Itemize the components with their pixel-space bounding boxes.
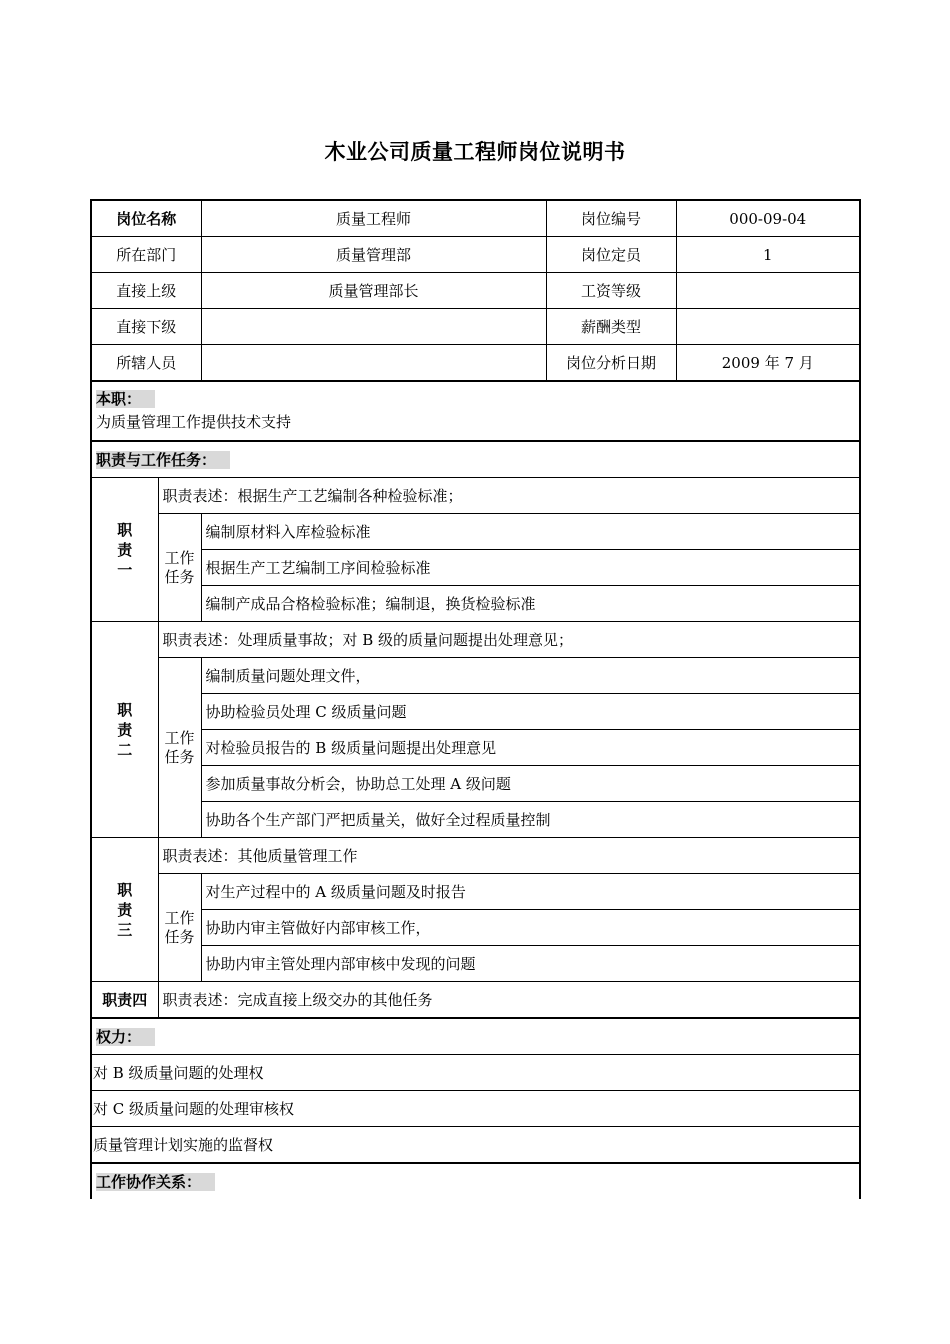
duty1-statement-row [91, 478, 860, 514]
dept-label: 所在部门 [91, 237, 201, 273]
authority-row [91, 1055, 860, 1091]
duty1-task-3: 编制产成品合格检验标准；编制退，换货检验标准 [201, 586, 860, 622]
authority-label: 权力： [96, 1028, 155, 1046]
duty3-task-row [91, 946, 860, 982]
duty2-task-4: 参加质量事故分析会，协助总工处理 A 级问题 [201, 766, 860, 802]
wage-label: 工资等级 [546, 273, 676, 309]
duties-header-label: 职责与工作任务： [96, 451, 230, 469]
quota-value: 1 [676, 237, 860, 273]
duty2-task-label: 工作 任务 [158, 658, 201, 838]
duty2-label: 职 责 二 [91, 622, 158, 838]
cooperation-label: 工作协作关系： [96, 1173, 215, 1191]
authority-row [91, 1127, 860, 1164]
duty2-task-3: 对检验员报告的 B 级质量问题提出处理意见 [201, 730, 860, 766]
row-main-duty [91, 381, 860, 441]
wage-value [676, 273, 860, 309]
duty3-task-2: 协助内审主管做好内部审核工作， [201, 910, 860, 946]
post-name-label: 岗位名称 [91, 200, 201, 237]
duty1-task-row [91, 514, 860, 550]
superior-value: 质量管理部长 [201, 273, 546, 309]
row-subordinate [91, 309, 860, 345]
duty2-task-row [91, 730, 860, 766]
duty3-statement-row [91, 838, 860, 874]
dept-value: 质量管理部 [201, 237, 546, 273]
authority-item-3: 质量管理计划实施的监督权 [91, 1127, 860, 1164]
post-no-label: 岗位编号 [546, 200, 676, 237]
duty1-task-label: 工作 任务 [158, 514, 201, 622]
duty3-label: 职 责 三 [91, 838, 158, 982]
duty2-task-5: 协助各个生产部门严把质量关，做好全过程质量控制 [201, 802, 860, 838]
duty4-label: 职责四 [91, 982, 158, 1019]
pay-type-value [676, 309, 860, 345]
main-duty-cell [91, 381, 860, 441]
subordinate-label: 直接下级 [91, 309, 201, 345]
analysis-date-label: 岗位分析日期 [546, 345, 676, 382]
post-no-value: 000-09-04 [676, 200, 860, 237]
duty2-task-2: 协助检验员处理 C 级质量问题 [201, 694, 860, 730]
post-name-value: 质量工程师 [201, 200, 546, 237]
duty4-row [91, 982, 860, 1019]
pay-type-label: 薪酬类型 [546, 309, 676, 345]
duty1-statement: 职责表述：根据生产工艺编制各种检验标准； [158, 478, 860, 514]
duties-header-cell [91, 441, 860, 478]
staff-value [201, 345, 546, 382]
subordinate-value [201, 309, 546, 345]
row-duties-header [91, 441, 860, 478]
duty1-task-1: 编制原材料入库检验标准 [201, 514, 860, 550]
row-authority-header [91, 1018, 860, 1055]
quota-label: 岗位定员 [546, 237, 676, 273]
duty2-task-row [91, 802, 860, 838]
staff-label: 所辖人员 [91, 345, 201, 382]
authority-item-1: 对 B 级质量问题的处理权 [91, 1055, 860, 1091]
row-superior [91, 273, 860, 309]
row-post-name [91, 200, 860, 237]
duty2-task-row [91, 658, 860, 694]
duty1-task-row [91, 550, 860, 586]
duty2-task-1: 编制质量问题处理文件， [201, 658, 860, 694]
duty3-task-label: 工作 任务 [158, 874, 201, 982]
job-description-table [90, 199, 861, 1199]
page-title: 木业公司质量工程师岗位说明书 [324, 140, 626, 164]
duty2-task-row [91, 766, 860, 802]
duty3-task-1: 对生产过程中的 A 级质量问题及时报告 [201, 874, 860, 910]
superior-label: 直接上级 [91, 273, 201, 309]
main-duty-text: 为质量管理工作提供技术支持 [96, 413, 292, 431]
duty3-task-row [91, 874, 860, 910]
cooperation-header-cell [91, 1163, 860, 1199]
row-cooperation-header [91, 1163, 860, 1199]
duty3-statement: 职责表述：其他质量管理工作 [158, 838, 860, 874]
main-duty-label: 本职： [96, 390, 155, 408]
duty1-label: 职 责 一 [91, 478, 158, 622]
duty3-task-row [91, 910, 860, 946]
duty2-statement-row [91, 622, 860, 658]
duty2-task-row [91, 694, 860, 730]
row-staff [91, 345, 860, 382]
duty3-task-3: 协助内审主管处理内部审核中发现的问题 [201, 946, 860, 982]
row-dept [91, 237, 860, 273]
authority-item-2: 对 C 级质量问题的处理审核权 [91, 1091, 860, 1127]
duty1-task-row [91, 586, 860, 622]
authority-row [91, 1091, 860, 1127]
duty1-task-2: 根据生产工艺编制工序间检验标准 [201, 550, 860, 586]
authority-header-cell [91, 1018, 860, 1055]
duty4-statement: 职责表述：完成直接上级交办的其他任务 [158, 982, 860, 1019]
duty2-statement: 职责表述：处理质量事故；对 B 级的质量问题提出处理意见； [158, 622, 860, 658]
analysis-date-value: 2009 年 7 月 [676, 345, 860, 382]
